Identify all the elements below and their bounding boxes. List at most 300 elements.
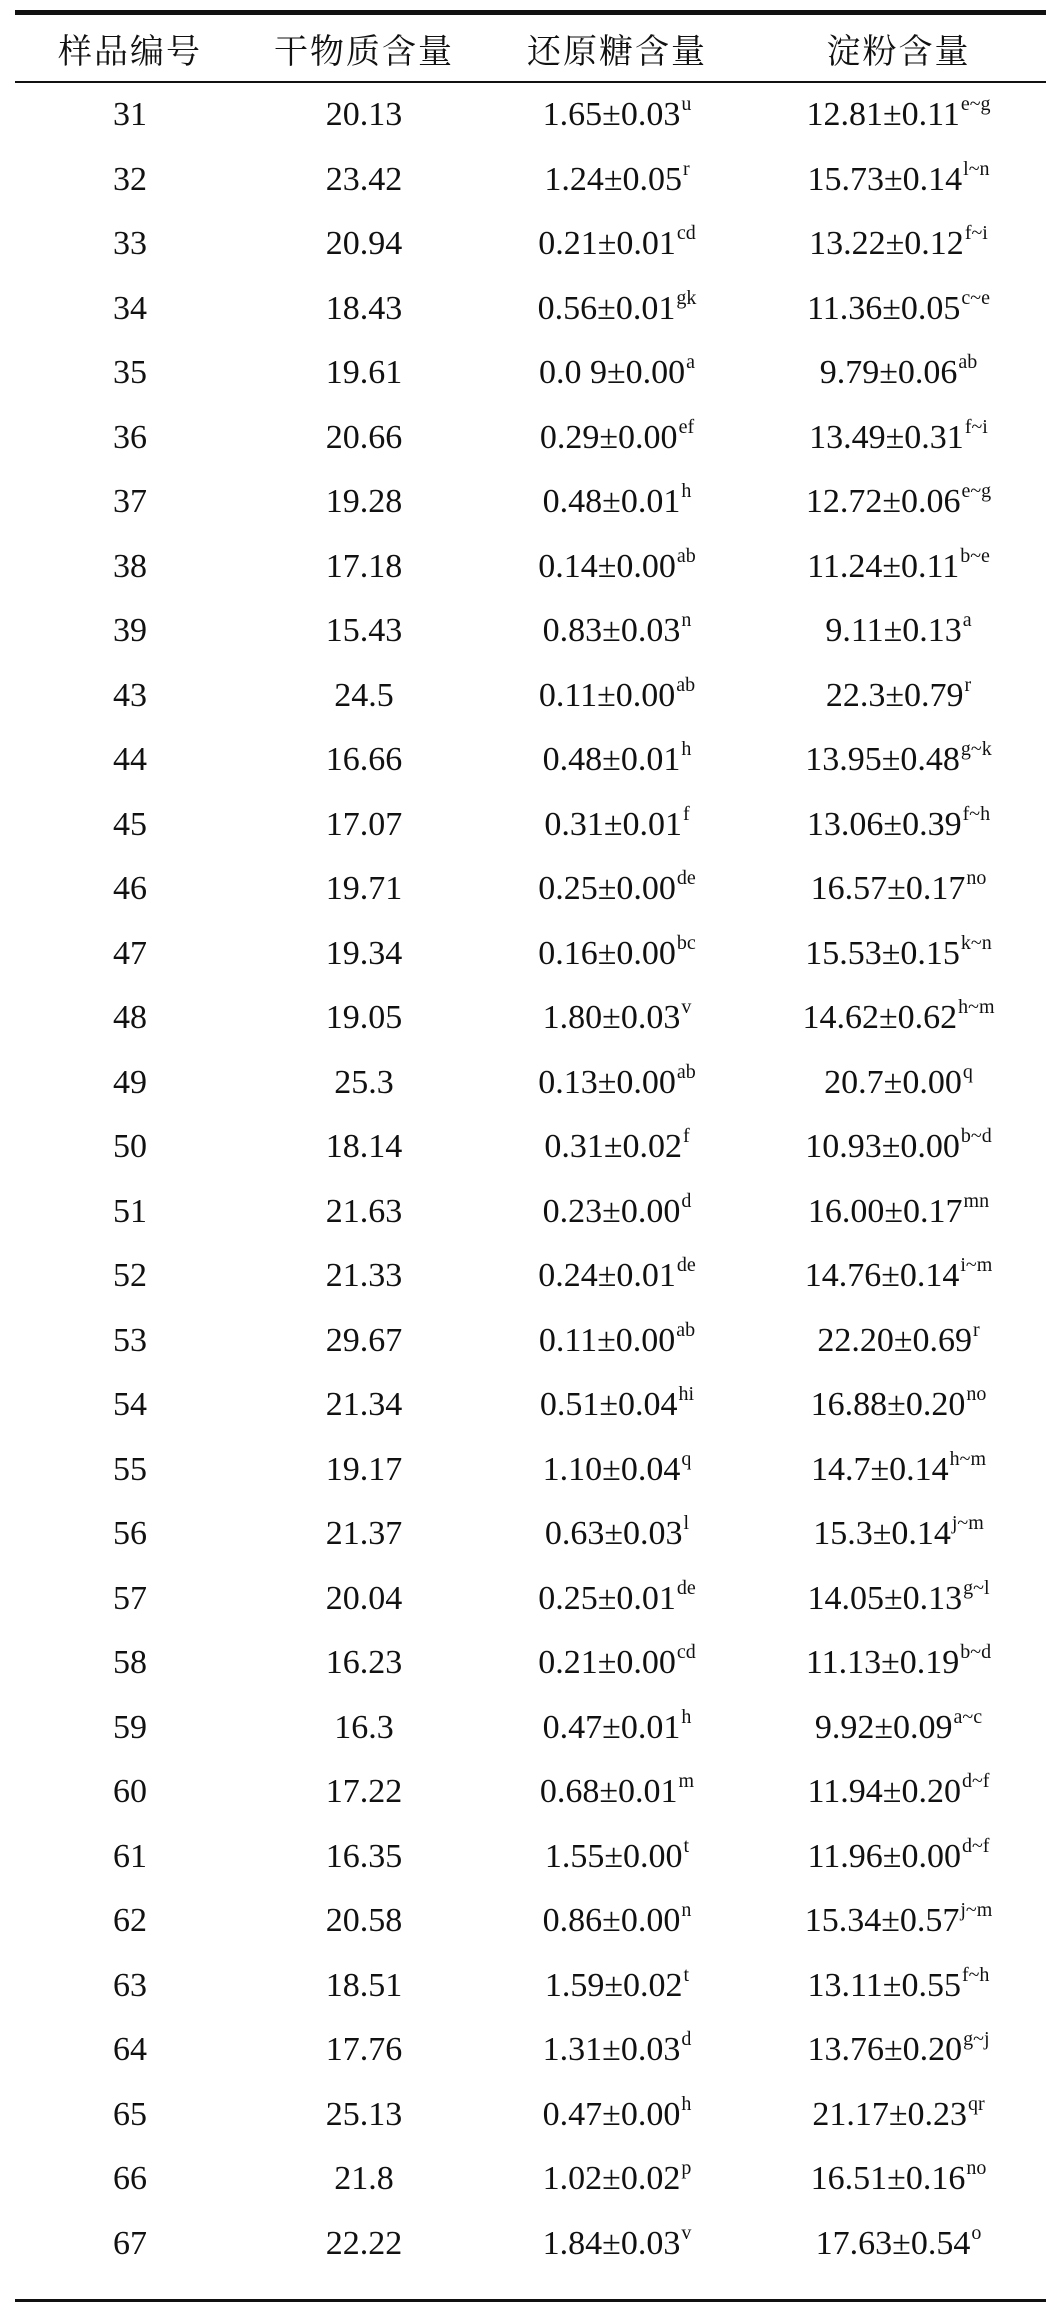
cell-reducing-sugar-value: 1.55±0.00	[544, 1837, 683, 1875]
cell-starch-value: 12.81±0.11	[806, 96, 960, 134]
cell-dry-matter-value: 21.63	[325, 1192, 403, 1230]
cell-dry-matter	[245, 2147, 483, 2212]
cell-reducing-sugar-value: 0.68±0.01	[539, 1773, 678, 1811]
cell-sample-id-value: 38	[113, 547, 147, 585]
header-sample-id: 样品编号	[58, 31, 202, 72]
cell-reducing-sugar-value: 0.0 9±0.00	[538, 354, 686, 392]
significance-letter: gk	[676, 286, 697, 309]
table-row	[15, 1244, 1046, 1309]
significance-letter: h	[681, 2092, 692, 2115]
cell-dry-matter-value: 24.5	[334, 676, 394, 714]
cell-dry-matter	[245, 2083, 483, 2148]
cell-starch-value: 11.94±0.20	[807, 1773, 961, 1811]
significance-letter: no	[966, 1383, 987, 1406]
cell-starch	[751, 1696, 1046, 1761]
significance-letter: ab	[676, 544, 696, 567]
cell-sample-id-value: 35	[113, 354, 147, 392]
cell-sample-id-value: 39	[113, 612, 147, 650]
data-table-container	[15, 10, 1046, 2276]
cell-reducing-sugar-value: 0.51±0.04	[539, 1386, 678, 1424]
cell-reducing-sugar-value: 0.63±0.03	[544, 1515, 683, 1553]
significance-letter: no	[966, 2157, 987, 2180]
cell-starch-value: 14.05±0.13	[807, 1579, 963, 1617]
cell-reducing-sugar-value: 0.31±0.02	[544, 1128, 682, 1166]
cell-starch	[751, 1825, 1046, 1890]
cell-reducing-sugar-value: 1.84±0.03	[542, 2224, 681, 2262]
cell-sample-id	[15, 1567, 245, 1632]
significance-letter: h~m	[949, 1447, 987, 1470]
cell-starch	[751, 922, 1046, 987]
significance-letter: de	[676, 867, 696, 890]
cell-sample-id	[15, 599, 245, 664]
table-row	[15, 1567, 1046, 1632]
cell-sample-id	[15, 1825, 245, 1890]
cell-starch	[751, 2147, 1046, 2212]
cell-starch-value: 10.93±0.00	[805, 1128, 960, 1166]
cell-dry-matter	[245, 148, 483, 213]
cell-starch-value: 13.49±0.31	[809, 418, 964, 456]
cell-dry-matter-value: 19.05	[325, 999, 403, 1037]
cell-reducing-sugar-value: 1.02±0.02	[542, 2160, 681, 2198]
cell-sample-id	[15, 1180, 245, 1245]
table-row	[15, 341, 1046, 406]
cell-starch	[751, 1631, 1046, 1696]
cell-sample-id	[15, 2212, 245, 2277]
cell-reducing-sugar	[483, 664, 751, 729]
significance-letter: hi	[678, 1383, 695, 1406]
cell-sample-id-value: 44	[113, 741, 147, 779]
cell-starch	[751, 1115, 1046, 1180]
cell-dry-matter	[245, 83, 483, 148]
cell-sample-id-value: 59	[113, 1708, 147, 1746]
cell-sample-id-value: 53	[113, 1321, 147, 1359]
cell-dry-matter-value: 16.35	[325, 1837, 403, 1875]
cell-reducing-sugar	[483, 1631, 751, 1696]
significance-letter: v	[681, 2221, 692, 2244]
cell-dry-matter	[245, 1502, 483, 1567]
cell-starch	[751, 535, 1046, 600]
cell-starch-value: 14.7±0.14	[810, 1450, 949, 1488]
cell-dry-matter	[245, 793, 483, 858]
cell-dry-matter	[245, 1696, 483, 1761]
table-row	[15, 1631, 1046, 1696]
cell-starch-value: 11.13±0.19	[805, 1644, 960, 1682]
cell-reducing-sugar	[483, 728, 751, 793]
cell-reducing-sugar	[483, 2212, 751, 2277]
cell-starch	[751, 1954, 1046, 2019]
significance-letter: cd	[676, 1641, 696, 1664]
significance-letter: f~h	[962, 802, 991, 825]
table-row	[15, 1051, 1046, 1116]
cell-reducing-sugar	[483, 1696, 751, 1761]
cell-dry-matter-value: 20.66	[325, 418, 403, 456]
cell-sample-id	[15, 277, 245, 342]
cell-reducing-sugar	[483, 793, 751, 858]
cell-starch-value: 16.00±0.17	[807, 1192, 963, 1230]
significance-letter: f~h	[961, 1963, 990, 1986]
table-row	[15, 1438, 1046, 1503]
significance-letter: t	[683, 1963, 690, 1986]
cell-starch-value: 22.3±0.79	[825, 676, 964, 714]
cell-starch-value: 13.95±0.48	[805, 741, 960, 779]
cell-sample-id	[15, 1696, 245, 1761]
significance-letter: f	[683, 1125, 690, 1148]
cell-dry-matter	[245, 1244, 483, 1309]
significance-letter: d	[681, 1189, 692, 1212]
table-row	[15, 1115, 1046, 1180]
cell-reducing-sugar-value: 0.29±0.00	[539, 418, 678, 456]
cell-starch	[751, 728, 1046, 793]
cell-dry-matter-value: 21.34	[325, 1386, 403, 1424]
cell-sample-id	[15, 470, 245, 535]
cell-reducing-sugar	[483, 1567, 751, 1632]
cell-reducing-sugar	[483, 599, 751, 664]
cell-starch-value: 15.73±0.14	[807, 160, 963, 198]
significance-letter: ab	[676, 1060, 696, 1083]
significance-letter: d	[681, 2028, 692, 2051]
cell-starch-value: 21.17±0.23	[812, 2095, 967, 2133]
cell-reducing-sugar-value: 0.21±0.01	[538, 225, 676, 263]
cell-dry-matter-value: 20.58	[325, 1902, 403, 1940]
cell-sample-id-value: 60	[113, 1773, 147, 1811]
cell-reducing-sugar	[483, 1051, 751, 1116]
cell-dry-matter-value: 16.23	[325, 1644, 403, 1682]
cell-starch-value: 9.79±0.06	[819, 354, 958, 392]
cell-dry-matter-value: 19.34	[325, 934, 403, 972]
cell-reducing-sugar	[483, 922, 751, 987]
cell-sample-id	[15, 1115, 245, 1180]
cell-dry-matter	[245, 1115, 483, 1180]
cell-reducing-sugar-value: 0.13±0.00	[538, 1063, 676, 1101]
cell-reducing-sugar	[483, 2018, 751, 2083]
cell-sample-id-value: 48	[113, 999, 147, 1037]
significance-letter: d~f	[961, 1770, 990, 1793]
cell-reducing-sugar-value: 1.59±0.02	[544, 1966, 683, 2004]
cell-reducing-sugar-value: 0.31±0.01	[544, 805, 682, 843]
significance-letter: t	[683, 1834, 690, 1857]
cell-sample-id-value: 36	[113, 418, 147, 456]
table-row	[15, 406, 1046, 471]
cell-starch-value: 13.06±0.39	[806, 805, 962, 843]
cell-starch-value: 16.88±0.20	[810, 1386, 966, 1424]
cell-reducing-sugar-value: 1.80±0.03	[542, 999, 681, 1037]
cell-dry-matter-value: 17.07	[325, 805, 403, 843]
cell-dry-matter-value: 15.43	[325, 612, 403, 650]
cell-dry-matter-value: 18.43	[325, 289, 403, 327]
significance-letter: ab	[676, 1318, 696, 1341]
table-row	[15, 1760, 1046, 1825]
cell-starch	[751, 1889, 1046, 1954]
table-row	[15, 1309, 1046, 1374]
significance-letter: mn	[963, 1189, 990, 1212]
cell-reducing-sugar-value: 0.48±0.01	[542, 483, 681, 521]
cell-sample-id	[15, 1954, 245, 2019]
cell-sample-id	[15, 2083, 245, 2148]
significance-letter: f	[683, 802, 690, 825]
cell-sample-id-value: 57	[113, 1579, 147, 1617]
cell-starch	[751, 406, 1046, 471]
cell-starch-value: 15.34±0.57	[804, 1902, 960, 1940]
cell-dry-matter	[245, 212, 483, 277]
cell-dry-matter-value: 20.94	[325, 225, 403, 263]
cell-reducing-sugar	[483, 406, 751, 471]
cell-starch	[751, 599, 1046, 664]
cell-dry-matter-value: 17.76	[325, 2031, 403, 2069]
significance-letter: q	[681, 1447, 692, 1470]
significance-letter: ab	[958, 351, 978, 374]
cell-starch-value: 16.57±0.17	[810, 870, 966, 908]
cell-dry-matter-value: 17.22	[325, 1773, 403, 1811]
significance-letter: v	[681, 996, 692, 1019]
significance-letter: r	[973, 1318, 980, 1341]
cell-dry-matter	[245, 1567, 483, 1632]
table-row	[15, 2018, 1046, 2083]
cell-reducing-sugar	[483, 857, 751, 922]
cell-dry-matter-value: 17.18	[325, 547, 403, 585]
significance-letter: r	[683, 157, 690, 180]
cell-dry-matter	[245, 2018, 483, 2083]
cell-starch-value: 9.92±0.09	[814, 1708, 953, 1746]
cell-reducing-sugar	[483, 986, 751, 1051]
significance-letter: b~d	[960, 1641, 992, 1664]
table-header	[15, 15, 1046, 81]
cell-reducing-sugar-value: 0.11±0.00	[538, 676, 676, 714]
significance-letter: p	[681, 2157, 692, 2180]
cell-sample-id	[15, 922, 245, 987]
significance-letter: f~i	[964, 222, 988, 245]
cell-starch-value: 14.62±0.62	[802, 999, 958, 1037]
cell-starch	[751, 2083, 1046, 2148]
cell-starch-value: 13.76±0.20	[807, 2031, 963, 2069]
cell-dry-matter	[245, 470, 483, 535]
cell-starch-value: 9.11±0.13	[825, 612, 962, 650]
cell-starch	[751, 1502, 1046, 1567]
cell-dry-matter-value: 29.67	[325, 1321, 403, 1359]
cell-dry-matter-value: 21.33	[325, 1257, 403, 1295]
cell-sample-id	[15, 1889, 245, 1954]
cell-sample-id-value: 43	[113, 676, 147, 714]
significance-letter: ab	[676, 673, 696, 696]
cell-reducing-sugar	[483, 1760, 751, 1825]
cell-sample-id-value: 56	[113, 1515, 147, 1553]
cell-sample-id-value: 58	[113, 1644, 147, 1682]
significance-letter: g~j	[963, 2028, 990, 2051]
cell-dry-matter	[245, 277, 483, 342]
table-row	[15, 599, 1046, 664]
cell-sample-id	[15, 986, 245, 1051]
cell-dry-matter-value: 20.04	[325, 1579, 403, 1617]
cell-reducing-sugar	[483, 1115, 751, 1180]
significance-letter: no	[966, 867, 987, 890]
cell-dry-matter-value: 23.42	[325, 160, 403, 198]
cell-reducing-sugar-value: 0.47±0.00	[542, 2095, 681, 2133]
significance-letter: i~m	[960, 1254, 993, 1277]
significance-letter: bc	[676, 931, 696, 954]
cell-sample-id-value: 61	[113, 1837, 147, 1875]
table-row	[15, 277, 1046, 342]
cell-reducing-sugar	[483, 470, 751, 535]
cell-reducing-sugar-value: 0.14±0.00	[538, 547, 676, 585]
cell-dry-matter-value: 16.3	[334, 1708, 394, 1746]
cell-starch-value: 11.36±0.05	[807, 289, 961, 327]
significance-letter: a	[962, 609, 972, 632]
cell-dry-matter	[245, 1825, 483, 1890]
significance-letter: de	[676, 1254, 696, 1277]
cell-starch	[751, 857, 1046, 922]
cell-reducing-sugar	[483, 277, 751, 342]
significance-letter: q	[962, 1060, 973, 1083]
significance-letter: h~m	[958, 996, 995, 1019]
cell-dry-matter	[245, 1760, 483, 1825]
significance-letter: f~i	[964, 415, 988, 438]
significance-letter: j~m	[951, 1512, 984, 1535]
significance-letter: h	[681, 480, 692, 503]
cell-dry-matter-value: 18.51	[325, 1966, 403, 2004]
cell-dry-matter	[245, 2212, 483, 2277]
data-table	[15, 15, 1046, 81]
cell-sample-id-value: 50	[113, 1128, 147, 1166]
cell-dry-matter	[245, 986, 483, 1051]
cell-dry-matter-value: 19.28	[325, 483, 403, 521]
cell-starch	[751, 1567, 1046, 1632]
cell-reducing-sugar-value: 0.25±0.01	[538, 1579, 676, 1617]
cell-sample-id-value: 47	[113, 934, 147, 972]
cell-reducing-sugar	[483, 212, 751, 277]
table-row	[15, 1825, 1046, 1890]
cell-starch	[751, 1180, 1046, 1245]
cell-sample-id	[15, 148, 245, 213]
cell-reducing-sugar-value: 0.24±0.01	[538, 1257, 676, 1295]
cell-sample-id-value: 66	[113, 2160, 147, 2198]
cell-starch	[751, 1760, 1046, 1825]
cell-sample-id-value: 67	[113, 2224, 147, 2262]
cell-dry-matter-value: 21.8	[334, 2160, 394, 2198]
cell-reducing-sugar	[483, 1309, 751, 1374]
table-row	[15, 793, 1046, 858]
significance-letter: j~m	[960, 1899, 993, 1922]
cell-reducing-sugar	[483, 1244, 751, 1309]
cell-sample-id	[15, 212, 245, 277]
cell-reducing-sugar	[483, 148, 751, 213]
cell-starch-value: 12.72±0.06	[805, 483, 961, 521]
cell-starch-value: 17.63±0.54	[815, 2224, 971, 2262]
significance-letter: u	[681, 93, 692, 116]
cell-reducing-sugar	[483, 535, 751, 600]
cell-reducing-sugar	[483, 1180, 751, 1245]
cell-starch-value: 22.20±0.69	[817, 1321, 972, 1359]
cell-dry-matter-value: 22.22	[325, 2224, 403, 2262]
cell-sample-id	[15, 83, 245, 148]
table-row	[15, 212, 1046, 277]
cell-starch	[751, 83, 1046, 148]
cell-dry-matter-value: 20.13	[325, 96, 403, 134]
cell-starch	[751, 986, 1046, 1051]
cell-sample-id	[15, 2147, 245, 2212]
cell-reducing-sugar-value: 1.65±0.03	[542, 96, 681, 134]
cell-dry-matter	[245, 1373, 483, 1438]
cell-sample-id-value: 49	[113, 1063, 147, 1101]
cell-reducing-sugar-value: 0.21±0.00	[538, 1644, 676, 1682]
table-row	[15, 1180, 1046, 1245]
table-row	[15, 2212, 1046, 2277]
cell-sample-id	[15, 535, 245, 600]
table-row	[15, 2147, 1046, 2212]
table-bottom-rule	[15, 2299, 1046, 2302]
significance-letter: qr	[968, 2092, 985, 2115]
cell-reducing-sugar-value: 1.10±0.04	[542, 1450, 681, 1488]
cell-starch-value: 14.76±0.14	[804, 1257, 960, 1295]
significance-letter: k~n	[960, 931, 992, 954]
table-row	[15, 986, 1046, 1051]
cell-starch-value: 13.22±0.12	[809, 225, 964, 263]
cell-sample-id-value: 55	[113, 1450, 147, 1488]
cell-dry-matter-value: 25.3	[334, 1063, 394, 1101]
table-row	[15, 728, 1046, 793]
cell-starch	[751, 1438, 1046, 1503]
cell-sample-id	[15, 728, 245, 793]
cell-reducing-sugar-value: 0.86±0.00	[542, 1902, 681, 1940]
cell-dry-matter-value: 18.14	[325, 1128, 403, 1166]
cell-sample-id	[15, 1760, 245, 1825]
table-row	[15, 1954, 1046, 2019]
cell-dry-matter	[245, 857, 483, 922]
cell-dry-matter	[245, 1180, 483, 1245]
cell-starch-value: 20.7±0.00	[824, 1063, 962, 1101]
cell-sample-id	[15, 1244, 245, 1309]
cell-reducing-sugar	[483, 1373, 751, 1438]
significance-letter: ef	[678, 415, 695, 438]
significance-letter: a~c	[953, 1705, 983, 1728]
significance-letter: b~e	[960, 544, 990, 567]
cell-reducing-sugar-value: 0.23±0.00	[542, 1192, 681, 1230]
cell-sample-id-value: 33	[113, 225, 147, 263]
cell-reducing-sugar-value: 0.47±0.01	[542, 1708, 681, 1746]
cell-dry-matter-value: 19.71	[325, 870, 403, 908]
significance-letter: m	[678, 1770, 695, 1793]
cell-starch	[751, 148, 1046, 213]
cell-sample-id	[15, 406, 245, 471]
significance-letter: e~g	[961, 480, 992, 503]
cell-starch-value: 15.53±0.15	[805, 934, 960, 972]
cell-starch	[751, 1244, 1046, 1309]
table-row	[15, 922, 1046, 987]
significance-letter: cd	[676, 222, 696, 245]
cell-sample-id-value: 52	[113, 1257, 147, 1295]
cell-starch	[751, 1309, 1046, 1374]
table-row	[15, 2083, 1046, 2148]
cell-starch-value: 11.24±0.11	[807, 547, 960, 585]
cell-dry-matter	[245, 922, 483, 987]
cell-sample-id	[15, 1502, 245, 1567]
cell-sample-id-value: 54	[113, 1386, 147, 1424]
cell-dry-matter-value: 19.17	[325, 1450, 403, 1488]
cell-starch	[751, 2018, 1046, 2083]
significance-letter: a	[686, 351, 696, 374]
cell-sample-id	[15, 1373, 245, 1438]
cell-starch-value: 16.51±0.16	[810, 2160, 966, 2198]
significance-letter: c~e	[961, 286, 990, 309]
cell-sample-id	[15, 857, 245, 922]
significance-letter: e~g	[960, 93, 991, 116]
cell-reducing-sugar-value: 1.31±0.03	[542, 2031, 681, 2069]
cell-sample-id-value: 62	[113, 1902, 147, 1940]
cell-dry-matter	[245, 341, 483, 406]
cell-dry-matter	[245, 728, 483, 793]
header-row	[15, 15, 1046, 81]
cell-reducing-sugar	[483, 2147, 751, 2212]
header-reducing-sugar: 还原糖含量	[527, 31, 707, 72]
cell-reducing-sugar-value: 0.48±0.01	[542, 741, 681, 779]
